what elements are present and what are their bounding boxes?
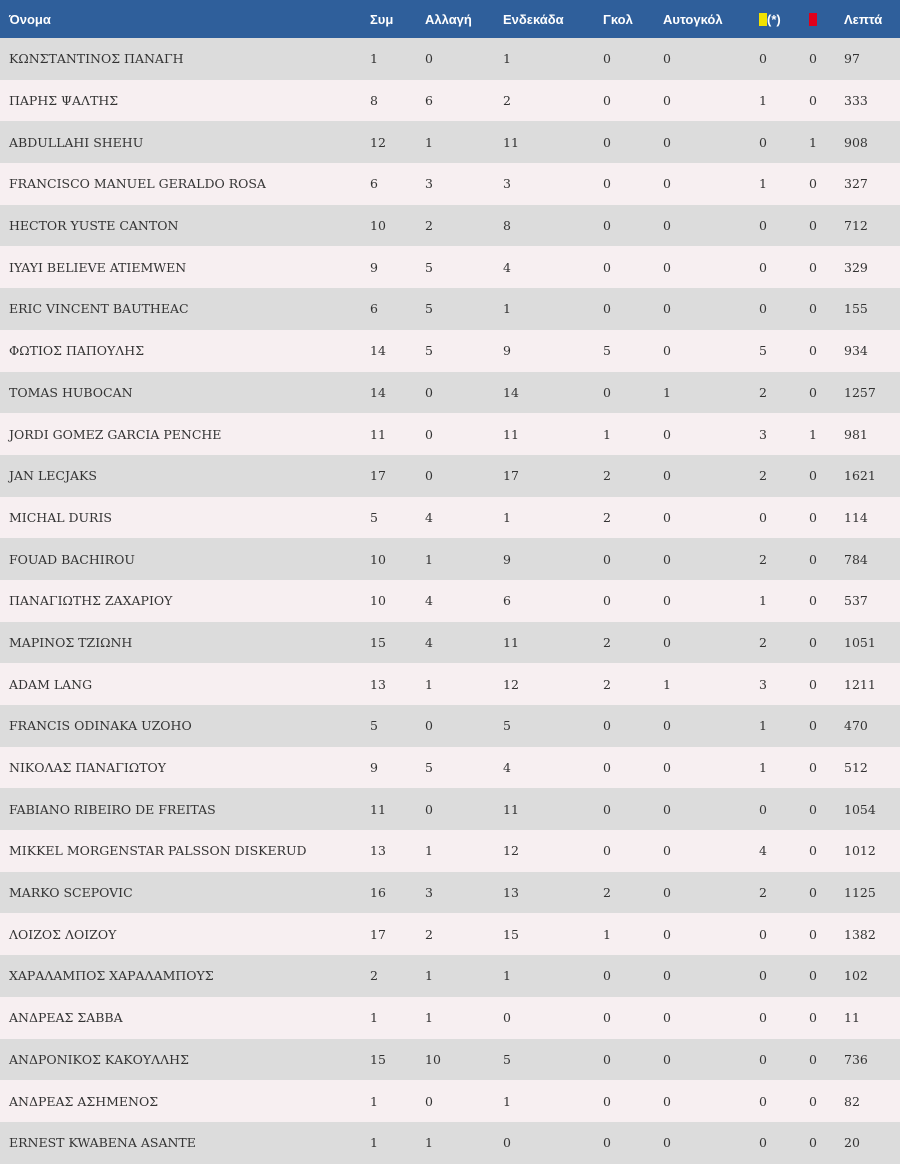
red-cards-cell: 0 bbox=[809, 384, 817, 400]
table-row bbox=[0, 622, 900, 664]
own-goals-cell: 0 bbox=[663, 801, 671, 817]
red-cards-cell: 0 bbox=[809, 176, 817, 192]
appearances-cell: 5 bbox=[370, 509, 378, 525]
starting-cell: 11 bbox=[503, 801, 519, 817]
yellow-cards-cell: 1 bbox=[759, 593, 767, 609]
red-cards-cell: 0 bbox=[809, 885, 817, 901]
own-goals-cell: 0 bbox=[663, 134, 671, 150]
starting-cell: 0 bbox=[503, 1135, 511, 1151]
starting-cell: 6 bbox=[503, 593, 511, 609]
yellow-cards-cell: 0 bbox=[759, 1093, 767, 1109]
own-goals-cell: 0 bbox=[663, 176, 671, 192]
substitutions-cell: 5 bbox=[425, 259, 433, 275]
starting-cell: 15 bbox=[503, 926, 519, 942]
appearances-cell: 10 bbox=[370, 593, 386, 609]
yellow-cards-cell: 1 bbox=[759, 93, 767, 109]
player-name[interactable]: ΜΑΡΙΝΟΣ ΤΖΙΩΝΗ bbox=[9, 634, 133, 650]
goals-cell: 0 bbox=[603, 801, 611, 817]
substitutions-cell: 1 bbox=[425, 843, 433, 859]
goals-cell: 1 bbox=[603, 426, 611, 442]
header-row bbox=[0, 0, 900, 38]
own-goals-cell: 0 bbox=[663, 259, 671, 275]
goals-cell: 0 bbox=[603, 1010, 611, 1026]
minutes-cell: 908 bbox=[844, 134, 868, 150]
minutes-cell: 470 bbox=[844, 718, 868, 734]
player-name[interactable]: FABIANO RIBEIRO DE FREITAS bbox=[9, 801, 216, 817]
goals-cell: 0 bbox=[603, 259, 611, 275]
player-name[interactable]: ΦΩΤΙΟΣ ΠΑΠΟΥΛΗΣ bbox=[9, 343, 145, 359]
yellow-cards-cell: 0 bbox=[759, 1010, 767, 1026]
minutes-cell: 102 bbox=[844, 968, 868, 984]
table-row bbox=[0, 872, 900, 914]
player-name[interactable]: ΠΑΡΗΣ ΨΑΛΤΗΣ bbox=[9, 93, 119, 109]
own-goals-cell: 0 bbox=[663, 343, 671, 359]
red-cards-cell: 0 bbox=[809, 1093, 817, 1109]
minutes-cell: 712 bbox=[844, 218, 868, 234]
red-cards-cell: 1 bbox=[809, 134, 817, 150]
table-row bbox=[0, 788, 900, 830]
appearances-cell: 6 bbox=[370, 301, 378, 317]
table-row bbox=[0, 372, 900, 414]
red-cards-cell: 0 bbox=[809, 718, 817, 734]
own-goals-cell: 0 bbox=[663, 593, 671, 609]
starting-cell: 11 bbox=[503, 426, 519, 442]
goals-cell: 2 bbox=[603, 885, 611, 901]
starting-cell: 1 bbox=[503, 301, 511, 317]
minutes-cell: 981 bbox=[844, 426, 868, 442]
appearances-cell: 13 bbox=[370, 676, 386, 692]
table-row bbox=[0, 288, 900, 330]
red-cards-cell: 0 bbox=[809, 51, 817, 67]
substitutions-cell: 4 bbox=[425, 634, 433, 650]
substitutions-cell: 0 bbox=[425, 468, 433, 484]
table-row bbox=[0, 997, 900, 1039]
header-own-goals[interactable]: Αυτογκόλ bbox=[663, 11, 723, 27]
own-goals-cell: 0 bbox=[663, 1093, 671, 1109]
minutes-cell: 155 bbox=[844, 301, 868, 317]
yellow-cards-cell: 0 bbox=[759, 134, 767, 150]
player-name[interactable]: ΠΑΝΑΓΙΩΤΗΣ ΖΑΧΑΡΙΟΥ bbox=[9, 593, 173, 609]
substitutions-cell: 5 bbox=[425, 760, 433, 776]
minutes-cell: 82 bbox=[844, 1093, 860, 1109]
minutes-cell: 1012 bbox=[844, 843, 876, 859]
own-goals-cell: 0 bbox=[663, 926, 671, 942]
own-goals-cell: 0 bbox=[663, 885, 671, 901]
own-goals-cell: 0 bbox=[663, 51, 671, 67]
red-cards-cell: 0 bbox=[809, 1135, 817, 1151]
starting-cell: 5 bbox=[503, 718, 511, 734]
appearances-cell: 6 bbox=[370, 176, 378, 192]
own-goals-cell: 0 bbox=[663, 468, 671, 484]
goals-cell: 0 bbox=[603, 1093, 611, 1109]
starting-cell: 11 bbox=[503, 634, 519, 650]
yellow-cards-cell: 0 bbox=[759, 509, 767, 525]
goals-cell: 0 bbox=[603, 843, 611, 859]
goals-cell: 2 bbox=[603, 509, 611, 525]
table-row bbox=[0, 538, 900, 580]
substitutions-cell: 0 bbox=[425, 1093, 433, 1109]
starting-cell: 1 bbox=[503, 968, 511, 984]
substitutions-cell: 0 bbox=[425, 718, 433, 734]
own-goals-cell: 0 bbox=[663, 551, 671, 567]
minutes-cell: 329 bbox=[844, 259, 868, 275]
yellow-cards-cell: 2 bbox=[759, 468, 767, 484]
player-name[interactable]: MICHAL DURIS bbox=[9, 509, 112, 525]
own-goals-cell: 0 bbox=[663, 218, 671, 234]
red-card-icon bbox=[809, 13, 817, 26]
appearances-cell: 15 bbox=[370, 634, 386, 650]
starting-cell: 12 bbox=[503, 843, 519, 859]
yellow-cards-cell: 0 bbox=[759, 301, 767, 317]
table-row bbox=[0, 1122, 900, 1164]
appearances-cell: 11 bbox=[370, 426, 386, 442]
starting-cell: 4 bbox=[503, 259, 511, 275]
substitutions-cell: 3 bbox=[425, 176, 433, 192]
starting-cell: 2 bbox=[503, 93, 511, 109]
yellow-cards-cell: 1 bbox=[759, 718, 767, 734]
substitutions-cell: 5 bbox=[425, 301, 433, 317]
table-body bbox=[0, 38, 900, 1164]
goals-cell: 0 bbox=[603, 718, 611, 734]
minutes-cell: 736 bbox=[844, 1051, 868, 1067]
table-header bbox=[0, 0, 900, 38]
own-goals-cell: 0 bbox=[663, 426, 671, 442]
own-goals-cell: 0 bbox=[663, 93, 671, 109]
minutes-cell: 784 bbox=[844, 551, 868, 567]
goals-cell: 0 bbox=[603, 1051, 611, 1067]
red-cards-cell: 0 bbox=[809, 801, 817, 817]
own-goals-cell: 0 bbox=[663, 509, 671, 525]
red-cards-cell: 0 bbox=[809, 343, 817, 359]
yellow-cards-cell: 2 bbox=[759, 885, 767, 901]
appearances-cell: 2 bbox=[370, 968, 378, 984]
player-name[interactable]: MIKKEL MORGENSTAR PALSSON DISKERUD bbox=[9, 843, 307, 859]
goals-cell: 0 bbox=[603, 968, 611, 984]
substitutions-cell: 1 bbox=[425, 551, 433, 567]
appearances-cell: 17 bbox=[370, 926, 386, 942]
own-goals-cell: 1 bbox=[663, 384, 671, 400]
red-cards-cell: 0 bbox=[809, 1010, 817, 1026]
red-cards-cell: 0 bbox=[809, 634, 817, 650]
table-row bbox=[0, 913, 900, 955]
table-row bbox=[0, 246, 900, 288]
player-name[interactable]: JAN LECJAKS bbox=[9, 468, 97, 484]
player-name[interactable]: FOUAD BACHIROU bbox=[9, 551, 135, 567]
red-cards-cell: 0 bbox=[809, 218, 817, 234]
table-row bbox=[0, 497, 900, 539]
substitutions-cell: 2 bbox=[425, 218, 433, 234]
minutes-cell: 1211 bbox=[844, 676, 876, 692]
starting-cell: 1 bbox=[503, 1093, 511, 1109]
table-row bbox=[0, 330, 900, 372]
player-name[interactable]: ΝΙΚΟΛΑΣ ΠΑΝΑΓΙΩΤΟΥ bbox=[9, 760, 167, 776]
starting-cell: 17 bbox=[503, 468, 519, 484]
minutes-cell: 512 bbox=[844, 760, 868, 776]
starting-cell: 0 bbox=[503, 1010, 511, 1026]
appearances-cell: 16 bbox=[370, 885, 386, 901]
table-row bbox=[0, 830, 900, 872]
own-goals-cell: 1 bbox=[663, 676, 671, 692]
yellow-cards-cell: 0 bbox=[759, 259, 767, 275]
player-name[interactable]: ΑΝΔΡΕΑΣ ΣΑΒΒΑ bbox=[9, 1010, 123, 1026]
red-cards-cell: 0 bbox=[809, 760, 817, 776]
table-row bbox=[0, 705, 900, 747]
goals-cell: 0 bbox=[603, 384, 611, 400]
substitutions-cell: 1 bbox=[425, 1010, 433, 1026]
player-name[interactable]: TOMAS HUBOCAN bbox=[9, 384, 133, 400]
starting-cell: 9 bbox=[503, 343, 511, 359]
starting-cell: 4 bbox=[503, 760, 511, 776]
goals-cell: 0 bbox=[603, 134, 611, 150]
starting-cell: 14 bbox=[503, 384, 519, 400]
yellow-cards-cell: 2 bbox=[759, 384, 767, 400]
yellow-cards-cell: 3 bbox=[759, 426, 767, 442]
yellow-cards-cell: 0 bbox=[759, 968, 767, 984]
minutes-cell: 1257 bbox=[844, 384, 876, 400]
player-name[interactable]: IYAYI BELIEVE ATIEMWEN bbox=[9, 259, 187, 275]
goals-cell: 0 bbox=[603, 551, 611, 567]
yellow-cards-cell: 3 bbox=[759, 676, 767, 692]
player-name[interactable]: ΑΝΔΡΟΝΙΚΟΣ ΚΑΚΟΥΛΛΗΣ bbox=[9, 1051, 189, 1067]
yellow-cards-cell: 0 bbox=[759, 926, 767, 942]
table-row bbox=[0, 955, 900, 997]
appearances-cell: 1 bbox=[370, 51, 378, 67]
minutes-cell: 333 bbox=[844, 93, 868, 109]
table-row bbox=[0, 205, 900, 247]
header-red-cards[interactable] bbox=[809, 0, 844, 38]
minutes-cell: 1051 bbox=[844, 634, 876, 650]
goals-cell: 0 bbox=[603, 593, 611, 609]
substitutions-cell: 6 bbox=[425, 93, 433, 109]
table-row bbox=[0, 1080, 900, 1122]
substitutions-cell: 1 bbox=[425, 1135, 433, 1151]
goals-cell: 2 bbox=[603, 676, 611, 692]
minutes-cell: 97 bbox=[844, 51, 860, 67]
appearances-cell: 14 bbox=[370, 343, 386, 359]
table-row bbox=[0, 80, 900, 122]
appearances-cell: 9 bbox=[370, 760, 378, 776]
substitutions-cell: 1 bbox=[425, 134, 433, 150]
red-cards-cell: 0 bbox=[809, 926, 817, 942]
yellow-cards-cell: 0 bbox=[759, 51, 767, 67]
red-cards-cell: 0 bbox=[809, 93, 817, 109]
goals-cell: 2 bbox=[603, 634, 611, 650]
starting-cell: 5 bbox=[503, 1051, 511, 1067]
substitutions-cell: 0 bbox=[425, 801, 433, 817]
header-substitutions[interactable]: Αλλαγή bbox=[425, 11, 472, 27]
red-cards-cell: 0 bbox=[809, 551, 817, 567]
red-cards-cell: 0 bbox=[809, 676, 817, 692]
substitutions-cell: 3 bbox=[425, 885, 433, 901]
player-name[interactable]: MARKO SCEPOVIC bbox=[9, 885, 133, 901]
substitutions-cell: 5 bbox=[425, 343, 433, 359]
starting-cell: 8 bbox=[503, 218, 511, 234]
goals-cell: 0 bbox=[603, 51, 611, 67]
minutes-cell: 327 bbox=[844, 176, 868, 192]
appearances-cell: 9 bbox=[370, 259, 378, 275]
substitutions-cell: 4 bbox=[425, 593, 433, 609]
table-row bbox=[0, 163, 900, 205]
own-goals-cell: 0 bbox=[663, 634, 671, 650]
header-goals[interactable]: Γκολ bbox=[603, 11, 633, 27]
appearances-cell: 13 bbox=[370, 843, 386, 859]
player-name[interactable]: ΑΝΔΡΕΑΣ ΑΣΗΜΕΝΟΣ bbox=[9, 1093, 159, 1109]
appearances-cell: 17 bbox=[370, 468, 386, 484]
substitutions-cell: 0 bbox=[425, 384, 433, 400]
starting-cell: 11 bbox=[503, 134, 519, 150]
yellow-cards-cell: 1 bbox=[759, 176, 767, 192]
red-cards-cell: 0 bbox=[809, 843, 817, 859]
yellow-cards-cell: 4 bbox=[759, 843, 767, 859]
player-name[interactable]: ΚΩΝΣΤΑΝΤΙΝΟΣ ΠΑΝΑΓΗ bbox=[9, 51, 184, 67]
own-goals-cell: 0 bbox=[663, 1010, 671, 1026]
red-cards-cell: 0 bbox=[809, 1051, 817, 1067]
substitutions-cell: 10 bbox=[425, 1051, 441, 1067]
minutes-cell: 934 bbox=[844, 343, 868, 359]
red-cards-cell: 0 bbox=[809, 301, 817, 317]
substitutions-cell: 1 bbox=[425, 676, 433, 692]
table-row bbox=[0, 747, 900, 789]
goals-cell: 0 bbox=[603, 1135, 611, 1151]
own-goals-cell: 0 bbox=[663, 968, 671, 984]
player-name[interactable]: ERIC VINCENT BAUTHEAC bbox=[9, 301, 189, 317]
player-name[interactable]: HECTOR YUSTE CANTON bbox=[9, 218, 179, 234]
starting-cell: 1 bbox=[503, 51, 511, 67]
substitutions-cell: 4 bbox=[425, 509, 433, 525]
own-goals-cell: 0 bbox=[663, 301, 671, 317]
goals-cell: 5 bbox=[603, 343, 611, 359]
appearances-cell: 5 bbox=[370, 718, 378, 734]
substitutions-cell: 2 bbox=[425, 926, 433, 942]
own-goals-cell: 0 bbox=[663, 1135, 671, 1151]
red-cards-cell: 0 bbox=[809, 259, 817, 275]
goals-cell: 0 bbox=[603, 760, 611, 776]
goals-cell: 0 bbox=[603, 218, 611, 234]
table-row bbox=[0, 455, 900, 497]
appearances-cell: 1 bbox=[370, 1135, 378, 1151]
own-goals-cell: 0 bbox=[663, 843, 671, 859]
header-appearances[interactable]: Συμ bbox=[370, 11, 394, 27]
appearances-cell: 10 bbox=[370, 218, 386, 234]
substitutions-cell: 0 bbox=[425, 426, 433, 442]
minutes-cell: 1621 bbox=[844, 468, 876, 484]
starting-cell: 3 bbox=[503, 176, 511, 192]
player-name[interactable]: JORDI GOMEZ GARCIA PENCHE bbox=[9, 426, 222, 442]
appearances-cell: 1 bbox=[370, 1010, 378, 1026]
red-cards-cell: 0 bbox=[809, 509, 817, 525]
yellow-cards-cell: 0 bbox=[759, 1051, 767, 1067]
appearances-cell: 1 bbox=[370, 1093, 378, 1109]
table-row bbox=[0, 663, 900, 705]
red-cards-cell: 0 bbox=[809, 968, 817, 984]
appearances-cell: 14 bbox=[370, 384, 386, 400]
yellow-cards-cell: 2 bbox=[759, 551, 767, 567]
starting-cell: 9 bbox=[503, 551, 511, 567]
header-yellow-suffix: (*) bbox=[767, 11, 781, 27]
table-row bbox=[0, 38, 900, 80]
minutes-cell: 11 bbox=[844, 1010, 860, 1026]
header-yellow-cards[interactable] bbox=[759, 0, 809, 38]
substitutions-cell: 0 bbox=[425, 51, 433, 67]
yellow-cards-cell: 2 bbox=[759, 634, 767, 650]
own-goals-cell: 0 bbox=[663, 760, 671, 776]
player-name[interactable]: FRANCISCO MANUEL GERALDO ROSA bbox=[9, 176, 266, 192]
minutes-cell: 20 bbox=[844, 1135, 860, 1151]
minutes-cell: 114 bbox=[844, 509, 868, 525]
own-goals-cell: 0 bbox=[663, 1051, 671, 1067]
minutes-cell: 1125 bbox=[844, 885, 876, 901]
minutes-cell: 1382 bbox=[844, 926, 876, 942]
table-row bbox=[0, 121, 900, 163]
appearances-cell: 11 bbox=[370, 801, 386, 817]
yellow-card-icon bbox=[759, 13, 767, 26]
appearances-cell: 10 bbox=[370, 551, 386, 567]
yellow-cards-cell: 5 bbox=[759, 343, 767, 359]
yellow-cards-cell: 0 bbox=[759, 1135, 767, 1151]
goals-cell: 1 bbox=[603, 926, 611, 942]
minutes-cell: 537 bbox=[844, 593, 868, 609]
appearances-cell: 8 bbox=[370, 93, 378, 109]
goals-cell: 0 bbox=[603, 176, 611, 192]
goals-cell: 0 bbox=[603, 93, 611, 109]
table-row bbox=[0, 580, 900, 622]
yellow-cards-cell: 0 bbox=[759, 801, 767, 817]
player-name[interactable]: ADAM LANG bbox=[9, 676, 93, 692]
header-name[interactable]: Όνομα bbox=[9, 11, 51, 27]
appearances-cell: 15 bbox=[370, 1051, 386, 1067]
minutes-cell: 1054 bbox=[844, 801, 876, 817]
header-starting[interactable]: Ενδεκάδα bbox=[503, 11, 564, 27]
red-cards-cell: 1 bbox=[809, 426, 817, 442]
player-name[interactable]: ΧΑΡΑΛΑΜΠΟΣ ΧΑΡΑΛΑΜΠΟΥΣ bbox=[9, 968, 214, 984]
starting-cell: 13 bbox=[503, 885, 519, 901]
starting-cell: 12 bbox=[503, 676, 519, 692]
table-row bbox=[0, 1039, 900, 1081]
player-name[interactable]: ERNEST KWABENA ASANTE bbox=[9, 1135, 196, 1151]
own-goals-cell: 0 bbox=[663, 718, 671, 734]
red-cards-cell: 0 bbox=[809, 593, 817, 609]
player-name[interactable]: ΛΟΙΖΟΣ ΛΟΙΖΟΥ bbox=[9, 926, 117, 942]
substitutions-cell: 1 bbox=[425, 968, 433, 984]
header-minutes[interactable]: Λεπτά bbox=[844, 11, 883, 27]
yellow-cards-cell: 1 bbox=[759, 760, 767, 776]
starting-cell: 1 bbox=[503, 509, 511, 525]
goals-cell: 2 bbox=[603, 468, 611, 484]
red-cards-cell: 0 bbox=[809, 468, 817, 484]
goals-cell: 0 bbox=[603, 301, 611, 317]
yellow-cards-cell: 0 bbox=[759, 218, 767, 234]
table-row bbox=[0, 413, 900, 455]
appearances-cell: 12 bbox=[370, 134, 386, 150]
player-name[interactable]: FRANCIS ODINAKA UZOHO bbox=[9, 718, 192, 734]
player-name[interactable]: ABDULLAHI SHEHU bbox=[9, 134, 144, 150]
